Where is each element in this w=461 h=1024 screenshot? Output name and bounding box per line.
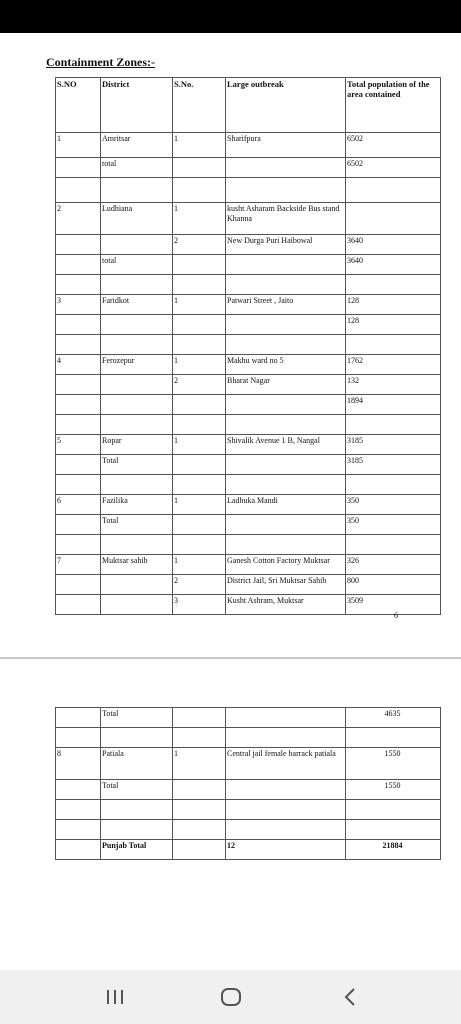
table-row xyxy=(56,395,441,415)
cell-outbreak: 12 xyxy=(226,840,346,860)
table-row xyxy=(56,820,441,840)
cell-sub-sno xyxy=(173,535,226,555)
cell-population: 350 xyxy=(346,515,441,535)
table-header-row xyxy=(56,78,441,133)
cell-sno: 3 xyxy=(56,295,101,315)
cell-population: 800 xyxy=(346,575,441,595)
cell-population: 1550 xyxy=(346,748,441,780)
cell-outbreak xyxy=(226,455,346,475)
table-row xyxy=(56,515,441,535)
cell-sub-sno xyxy=(173,335,226,355)
cell-sno xyxy=(56,315,101,335)
table-row xyxy=(56,355,441,375)
table-row xyxy=(56,780,441,800)
table-row xyxy=(56,535,441,555)
cell-sno xyxy=(56,515,101,535)
cell-outbreak xyxy=(226,800,346,820)
cell-district xyxy=(101,475,173,495)
cell-sub-sno: 1 xyxy=(173,435,226,455)
cell-sno xyxy=(56,178,101,203)
table-row xyxy=(56,595,441,615)
cell-outbreak xyxy=(226,820,346,840)
cell-population: 350 xyxy=(346,495,441,515)
table-row xyxy=(56,158,441,178)
cell-sno xyxy=(56,780,101,800)
cell-outbreak: Patwari Street , Jaito xyxy=(226,295,346,315)
cell-outbreak xyxy=(226,535,346,555)
cell-district: Amritsar xyxy=(101,133,173,158)
cell-district xyxy=(101,315,173,335)
cell-outbreak xyxy=(226,178,346,203)
cell-district xyxy=(101,575,173,595)
cell-district: Total xyxy=(101,708,173,728)
table-row xyxy=(56,415,441,435)
cell-sub-sno: 1 xyxy=(173,495,226,515)
cell-sno xyxy=(56,275,101,295)
cell-population: 6502 xyxy=(346,158,441,178)
header-large-outbreak: Large outbreak xyxy=(226,78,346,133)
cell-outbreak xyxy=(226,728,346,748)
cell-sub-sno xyxy=(173,455,226,475)
cell-population: 3185 xyxy=(346,455,441,475)
containment-table-page-2 xyxy=(55,707,441,860)
cell-sub-sno xyxy=(173,800,226,820)
cell-district: Total xyxy=(101,455,173,475)
cell-sub-sno: 1 xyxy=(173,555,226,575)
table-row xyxy=(56,435,441,455)
cell-district: Total xyxy=(101,515,173,535)
table-row xyxy=(56,555,441,575)
cell-sub-sno: 1 xyxy=(173,203,226,235)
cell-sno xyxy=(56,255,101,275)
table-row xyxy=(56,375,441,395)
navigation-bar xyxy=(0,970,461,1024)
cell-sub-sno: 1 xyxy=(173,748,226,780)
table-row xyxy=(56,475,441,495)
table-row xyxy=(56,203,441,235)
cell-district: Ropar xyxy=(101,435,173,455)
cell-population xyxy=(346,535,441,555)
cell-outbreak xyxy=(226,515,346,535)
cell-sno: 4 xyxy=(56,355,101,375)
table-row xyxy=(56,315,441,335)
cell-population: 3509 xyxy=(346,595,441,615)
cell-sno xyxy=(56,575,101,595)
cell-sub-sno xyxy=(173,820,226,840)
cell-sub-sno: 2 xyxy=(173,235,226,255)
table-row xyxy=(56,728,441,748)
cell-sno xyxy=(56,708,101,728)
cell-outbreak: kusht Asharam Backside Bus stand Khanna xyxy=(226,203,346,235)
cell-outbreak xyxy=(226,275,346,295)
cell-population xyxy=(346,800,441,820)
cell-sub-sno: 2 xyxy=(173,375,226,395)
cell-district: Ferozepur xyxy=(101,355,173,375)
cell-district: Patiala xyxy=(101,748,173,780)
containment-table-page-1 xyxy=(55,77,441,615)
cell-sub-sno xyxy=(173,315,226,335)
table-row xyxy=(56,840,441,860)
cell-sno: 5 xyxy=(56,435,101,455)
cell-sub-sno xyxy=(173,840,226,860)
cell-district: Faridkot xyxy=(101,295,173,315)
cell-sub-sno xyxy=(173,275,226,295)
table-row xyxy=(56,455,441,475)
cell-outbreak xyxy=(226,315,346,335)
cell-outbreak xyxy=(226,475,346,495)
table-row xyxy=(56,133,441,158)
cell-sno: 2 xyxy=(56,203,101,235)
cell-sno: 7 xyxy=(56,555,101,575)
cell-population xyxy=(346,820,441,840)
cell-sno xyxy=(56,475,101,495)
cell-outbreak xyxy=(226,158,346,178)
cell-sno xyxy=(56,535,101,555)
header-district: District xyxy=(101,78,173,133)
cell-outbreak xyxy=(226,255,346,275)
cell-population: 4635 xyxy=(346,708,441,728)
cell-population xyxy=(346,415,441,435)
cell-district: total xyxy=(101,255,173,275)
cell-outbreak xyxy=(226,395,346,415)
cell-population: 6502 xyxy=(346,133,441,158)
cell-outbreak: Sharifpura xyxy=(226,133,346,158)
cell-sub-sno: 1 xyxy=(173,133,226,158)
status-bar xyxy=(0,0,461,33)
cell-outbreak: Central jail female barrack patiala xyxy=(226,748,346,780)
cell-sub-sno xyxy=(173,515,226,535)
cell-outbreak: Kusht Ashram, Muktsar xyxy=(226,595,346,615)
cell-sno xyxy=(56,335,101,355)
cell-sno xyxy=(56,375,101,395)
cell-sub-sno xyxy=(173,728,226,748)
cell-outbreak: New Durga Puri Haibowal xyxy=(226,235,346,255)
cell-sno xyxy=(56,728,101,748)
cell-sno xyxy=(56,840,101,860)
cell-population: 1894 xyxy=(346,395,441,415)
cell-district: Muktsar sahib xyxy=(101,555,173,575)
back-icon[interactable] xyxy=(337,984,363,1010)
cell-sno: 6 xyxy=(56,495,101,515)
cell-sno xyxy=(56,415,101,435)
cell-sub-sno xyxy=(173,708,226,728)
cell-district xyxy=(101,595,173,615)
cell-outbreak: Makhu ward no 5 xyxy=(226,355,346,375)
cell-district xyxy=(101,275,173,295)
cell-outbreak: District Jail, Sri Muktsar Sahib xyxy=(226,575,346,595)
cell-population: 3185 xyxy=(346,435,441,455)
cell-sub-sno xyxy=(173,255,226,275)
cell-sub-sno xyxy=(173,395,226,415)
cell-population xyxy=(346,203,441,235)
cell-population xyxy=(346,275,441,295)
cell-sub-sno xyxy=(173,415,226,435)
cell-population: 326 xyxy=(346,555,441,575)
cell-outbreak: Bharat Nagar xyxy=(226,375,346,395)
cell-sno xyxy=(56,235,101,255)
cell-outbreak: Ganesh Cotton Factory Muktsar xyxy=(226,555,346,575)
cell-outbreak: Shivalik Avenue 1 B, Nangal xyxy=(226,435,346,455)
cell-district xyxy=(101,800,173,820)
cell-district: Total xyxy=(101,780,173,800)
page-divider xyxy=(0,657,461,659)
cell-sub-sno: 2 xyxy=(173,575,226,595)
cell-sno: 1 xyxy=(56,133,101,158)
document-title: Containment Zones:- xyxy=(46,55,156,69)
cell-outbreak xyxy=(226,335,346,355)
cell-population: 128 xyxy=(346,315,441,335)
cell-sub-sno xyxy=(173,780,226,800)
table-row xyxy=(56,178,441,203)
table-row xyxy=(56,575,441,595)
cell-district xyxy=(101,375,173,395)
cell-sno xyxy=(56,455,101,475)
cell-outbreak xyxy=(226,415,346,435)
cell-district: Ludhiana xyxy=(101,203,173,235)
header-sno: S.NO xyxy=(56,78,101,133)
cell-district: Fazilika xyxy=(101,495,173,515)
cell-outbreak xyxy=(226,708,346,728)
cell-population xyxy=(346,475,441,495)
table-row xyxy=(56,708,441,728)
cell-sno xyxy=(56,820,101,840)
cell-sno xyxy=(56,158,101,178)
cell-population: 132 xyxy=(346,375,441,395)
cell-population xyxy=(346,335,441,355)
table-row xyxy=(56,255,441,275)
cell-district xyxy=(101,335,173,355)
cell-district xyxy=(101,415,173,435)
cell-outbreak xyxy=(226,780,346,800)
cell-population: 128 xyxy=(346,295,441,315)
table-row xyxy=(56,495,441,515)
cell-sub-sno: 1 xyxy=(173,295,226,315)
cell-district xyxy=(101,535,173,555)
table-row xyxy=(56,235,441,255)
header-total-population: Total population of the area contained xyxy=(346,78,441,133)
cell-district: total xyxy=(101,158,173,178)
table-row xyxy=(56,275,441,295)
home-icon[interactable] xyxy=(218,984,244,1010)
cell-district xyxy=(101,728,173,748)
cell-population: 3640 xyxy=(346,235,441,255)
cell-district xyxy=(101,178,173,203)
cell-sub-sno: 3 xyxy=(173,595,226,615)
cell-sub-sno xyxy=(173,475,226,495)
cell-population: 3640 xyxy=(346,255,441,275)
table-row xyxy=(56,335,441,355)
cell-population: 21884 xyxy=(346,840,441,860)
table-row xyxy=(56,295,441,315)
cell-district: Punjab Total xyxy=(101,840,173,860)
cell-sno: 8 xyxy=(56,748,101,780)
cell-district xyxy=(101,820,173,840)
cell-sno xyxy=(56,800,101,820)
header-sub-sno: S.No. xyxy=(173,78,226,133)
cell-population xyxy=(346,178,441,203)
cell-outbreak: Ladhuka Mandi xyxy=(226,495,346,515)
cell-district xyxy=(101,395,173,415)
table-row xyxy=(56,748,441,780)
table-row xyxy=(56,800,441,820)
page-number: 6 xyxy=(394,611,398,620)
cell-sub-sno: 1 xyxy=(173,355,226,375)
recents-icon[interactable] xyxy=(102,984,128,1010)
cell-sno xyxy=(56,595,101,615)
cell-district xyxy=(101,235,173,255)
cell-sub-sno xyxy=(173,158,226,178)
cell-sub-sno xyxy=(173,178,226,203)
cell-population xyxy=(346,728,441,748)
cell-population: 1762 xyxy=(346,355,441,375)
cell-population: 1550 xyxy=(346,780,441,800)
cell-sno xyxy=(56,395,101,415)
